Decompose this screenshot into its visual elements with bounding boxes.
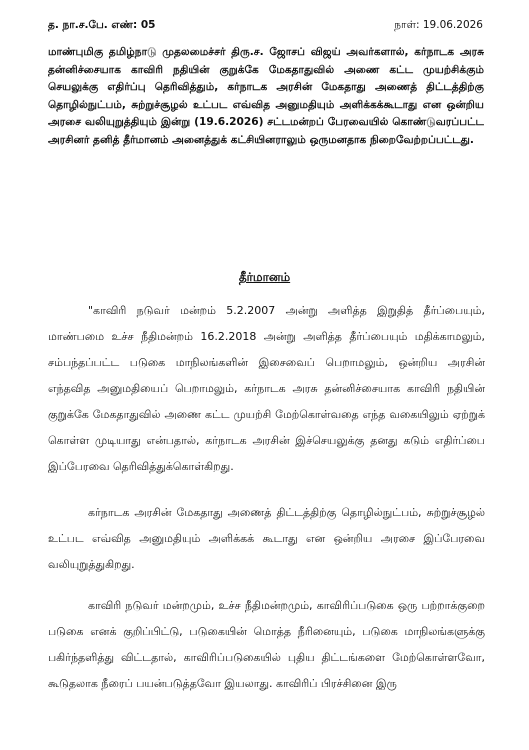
resolution-paragraph-1: "காவிரி நடுவர் மன்றம் 5.2.2007 அன்று அளித்த இறுதித் தீர்ப்பையும், மாண்பமை உச்ச நீதிமன்றம் 16.2.2018 அன்று அளித்த தீர்ப்பையும் மதிக்காமலும், சம்பந்தப்பட்ட படுகை மாநிலங்களின் இசைவைப் பெறாமலும், ஒன்றிய அரசின் எந்தவித அனுமதியைப் பெறாமலும், கர்நாடக அரசு தன்னிச்சையாக காவிரி நதியின் குறுக்கே மேகதாதுவில் அணை கட்ட முயற்சி மேற்கொள்வதை எந்த வகையிலும் ஏற்றுக் கொள்ள முடியாது என்பதால், கர்நாடக அரசின் இச்செயலுக்கு தனது கடும் எதிர்ப்பை இப்பேரவை தெரிவித்துக்கொள்கிறது. [48, 304, 485, 473]
document-date: நாள்: 19.06.2026 [394, 19, 483, 31]
resolution-title: தீர்மானம் [238, 270, 291, 284]
intro-paragraph: மாண்புமிகு தமிழ்நாடு முதலமைச்சர் திரு.ச. ஜோசப் விஜய் அவர்களால், கர்நாடக அரசு தன்னிச்சையாக காவிரி நதியின் குறுக்கே மேகதாதுவில் அணை கட்ட முயற்சிக்கும் செயலுக்கு எதிர்ப்பு தெரிவித்தும், கர்நாடக அரசின் மேகதாது அணைத் திட்டத்திற்கு தொழில்நுட்பம், சுற்றுச்சூழல் உட்பட எவ்வித அனுமதியும் அளிக்கக்கூடாது என ஒன்றிய அரசை வலியுறுத்தியும் இன்று (19.6.2026) சட்டமன்றப் பேரவையில் கொண்டுவரப்பட்ட அரசினர் தனித் தீர்மானம் அனைத்துக் கட்சியினராலும் ஒருமனதாக நிறைவேற்றப்பட்டது. [48, 46, 484, 146]
resolution-paragraph-3: காவிரி நடுவர் மன்றமும், உச்ச நீதிமன்றமும், காவிரிப்படுகை ஒரு பற்றாக்குறை படுகை எனக் குறிப்பிட்டு, படுகையின் மொத்த நீரினையும், படுகை மாநிலங்களுக்கு பகிர்ந்தளித்து விட்டதால், காவிரிப்படுகையில் புதிய திட்டங்களை மேற்கொள்ளவோ, கூடுதலாக நீரைப் பயன்படுத்தவோ இயலாது. காவிரிப் பிரச்சினை இரு [48, 599, 485, 690]
document-reference-number: த. நா.ச.பே. எண்: 05 [48, 19, 156, 31]
resolution-paragraph-2: கர்நாடக அரசின் மேகதாது அணைத் திட்டத்திற்கு தொழில்நுட்பம், சுற்றுச்சூழல் உட்பட எவ்வித அனுமதியும் அளிக்கக் கூடாது என ஒன்றிய அரசை இப்பேரவை வலியுறுத்துகிறது. [48, 506, 485, 571]
